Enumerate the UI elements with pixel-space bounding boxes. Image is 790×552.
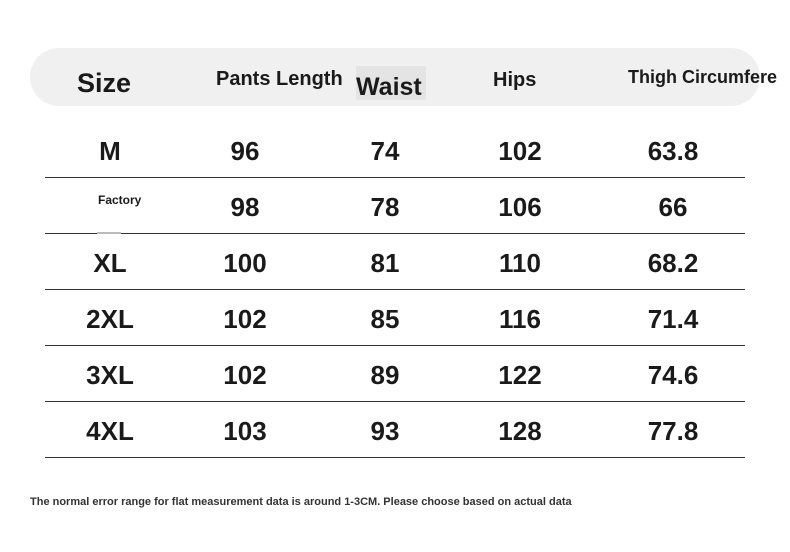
cell-thigh: 66 [658, 192, 688, 222]
cell-pants-length: 103 [223, 416, 267, 446]
cell-size: 3XL [86, 360, 134, 390]
cell-hips: 110 [499, 248, 541, 278]
size-table [45, 122, 745, 458]
cell-thigh: 77.8 [647, 416, 699, 446]
cell-pants-length: 100 [223, 248, 267, 278]
table-row [45, 178, 745, 234]
header-hips: Hips [493, 69, 537, 91]
cell-waist: 85 [370, 304, 400, 334]
cell-size: XL [93, 248, 127, 278]
header-thigh: Thigh Circumfere [628, 67, 778, 87]
cell-pants-length: 102 [223, 360, 267, 390]
table-row [45, 402, 745, 458]
cell-thigh: 68.2 [647, 248, 699, 278]
header-pants-length: Pants Length [216, 68, 343, 90]
cell-pants-length: 96 [230, 136, 260, 166]
cell-waist: 74 [370, 136, 400, 166]
measurement-note: The normal error range for flat measurement data is around 1-3CM. Please choose based on actual data [30, 496, 572, 508]
cell-hips: 128 [498, 416, 542, 446]
cell-pants-length: 98 [230, 192, 260, 222]
cell-pants-length: 102 [223, 304, 267, 334]
cell-thigh: 63.8 [647, 136, 699, 166]
table-row [45, 290, 745, 346]
cell-hips: 122 [498, 360, 542, 390]
table-row [45, 122, 745, 178]
cell-size: 4XL [86, 416, 134, 446]
table-row [45, 234, 745, 290]
cell-hips: 116 [499, 304, 541, 334]
cell-waist: 89 [370, 360, 400, 390]
header-waist: Waist [356, 73, 422, 101]
header-size: Size [77, 68, 132, 98]
cell-hips: 102 [498, 136, 542, 166]
cell-waist: 93 [370, 416, 400, 446]
cell-hips: 106 [498, 192, 542, 222]
cell-thigh: 74.6 [647, 360, 699, 390]
cell-size: Factory [98, 193, 142, 207]
cell-thigh: 71.4 [647, 304, 699, 334]
cell-waist: 78 [370, 192, 400, 222]
cell-size: 2XL [86, 304, 134, 334]
table-row [45, 346, 745, 402]
cell-size: M [99, 136, 121, 166]
cell-waist: 81 [370, 248, 400, 278]
